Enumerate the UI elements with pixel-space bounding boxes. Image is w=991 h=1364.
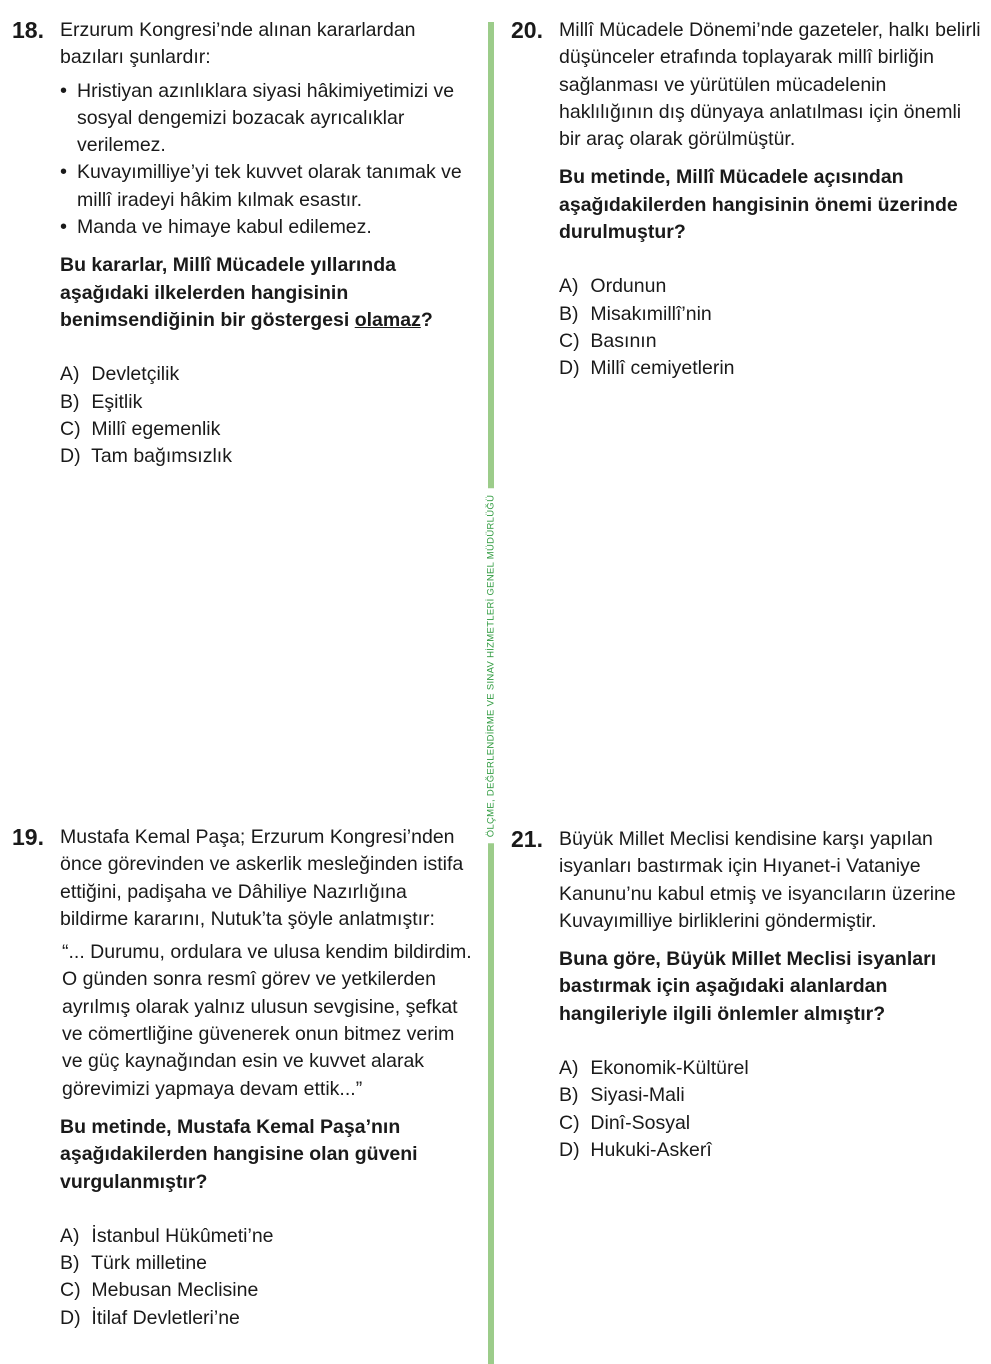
option-c[interactable]: C) Millî egemenlik <box>60 417 221 440</box>
option-d[interactable]: D) Tam bağımsızlık <box>60 445 232 468</box>
option-d[interactable]: D) Hukuki-Askerî <box>559 1138 712 1161</box>
option-a[interactable]: A) Ekonomik-Kültürel <box>559 1057 749 1080</box>
question-prompt: Bu kararlar, Millî Mücadele yıllarında aşağıdaki ilkelerden hangisinin benimsendiğinin bir göstergesi olamaz? <box>60 254 433 331</box>
option-a[interactable]: A) Devletçilik <box>60 363 180 386</box>
question-19 <box>12 824 480 1332</box>
question-prompt: Buna göre, Büyük Millet Meclisi isyanları bastırmak için aşağıdaki alanlardan hangileriyle ilgili önlemler almıştır? <box>559 948 937 1025</box>
question-number: 19. <box>12 824 44 850</box>
option-c[interactable]: C) Dinî-Sosyal <box>559 1111 691 1134</box>
option-b[interactable]: B) Misakımillî’nin <box>559 302 712 325</box>
question-stem: Millî Mücadele Dönemi’nde gazeteler, halkı belirli düşünceler etrafında toplayarak millî birliğin sağlanması ve yürütülen mücadelenin haklılığının dış dünyaya anlatılması için önemli bir araç olarak görülmüştür. <box>559 19 981 151</box>
option-c[interactable]: C) Basının <box>559 329 657 352</box>
option-a[interactable]: A) İstanbul Hükûmeti’ne <box>60 1224 274 1247</box>
list-item: • Kuvayımilliye’yi tek kuvvet olarak tanımak ve millî iradeyi hâkim kılmak esastır. <box>60 159 472 214</box>
question-number: 18. <box>12 17 44 43</box>
question-18 <box>12 17 472 470</box>
decision-list <box>60 78 472 242</box>
answer-options <box>559 273 981 382</box>
question-stem: Büyük Millet Meclisi kendisine karşı yapılan isyanları bastırmak için Hıyanet-i Vataniye Kanunu’nu kabul etmiş ve isyancıların üzerine Kuvayımilliye birliklerini göndermiştir. <box>559 828 956 932</box>
question-prompt: Bu metinde, Millî Mücadele açısından aşağıdakilerden hangisinin önemi üzerinde durulmuştur? <box>559 166 958 244</box>
question-20 <box>511 17 981 383</box>
question-number: 20. <box>511 17 543 43</box>
answer-options <box>559 1055 981 1164</box>
question-prompt: Bu metinde, Mustafa Kemal Paşa’nın aşağıdakilerden hangisine olan güveni vurgulanmıştır? <box>60 1115 418 1193</box>
question-21 <box>511 826 981 1164</box>
option-b[interactable]: B) Eşitlik <box>60 390 143 413</box>
option-a[interactable]: A) Ordunun <box>559 275 667 298</box>
answer-options <box>60 1223 480 1332</box>
option-c[interactable]: C) Mebusan Meclisine <box>60 1279 259 1302</box>
list-item: • Hristiyan azınlıklara siyasi hâkimiyetimizi ve sosyal dengemizi bozacak ayrıcalıklar verilemez. <box>60 78 472 160</box>
question-number: 21. <box>511 826 543 852</box>
underlined-negation: olamaz <box>354 308 421 331</box>
option-d[interactable]: D) Millî cemiyetlerin <box>559 357 735 380</box>
question-stem: Erzurum Kongresi’nde alınan kararlardan bazıları şunlardır: <box>60 19 416 69</box>
answer-options <box>60 361 472 470</box>
publisher-label: ÖLÇME, DEĞERLENDİRME VE SINAV HİZMETLERİ GENEL MÜDÜRLÜĞÜ <box>486 489 497 844</box>
option-b[interactable]: B) Türk milletine <box>60 1252 208 1275</box>
nutuk-quote: “... Durumu, ordulara ve ulusa kendim bildirdim. O günden sonra resmî görev ve yetkilerden ayrılmış olarak yalnız ulusun sevgisine, şefkat ve cömertliğine güvenerek onun bitmez verim ve güç kaynağından esin ve kuvvet alarak görevimizi yapmaya devam ettik...” <box>62 941 472 1100</box>
option-b[interactable]: B) Siyasi-Mali <box>559 1084 685 1107</box>
question-stem: Mustafa Kemal Paşa; Erzurum Kongresi’nden önce görevinden ve askerlik mesleğinden istifa ettiğini, padişaha ve Dâhiliye Nazırlığına bildirme kararını, Nutuk’ta şöyle anlatmıştır: <box>60 826 464 930</box>
list-item: • Manda ve himaye kabul edilemez. <box>60 214 472 241</box>
option-d[interactable]: D) İtilaf Devletleri’ne <box>60 1306 240 1329</box>
